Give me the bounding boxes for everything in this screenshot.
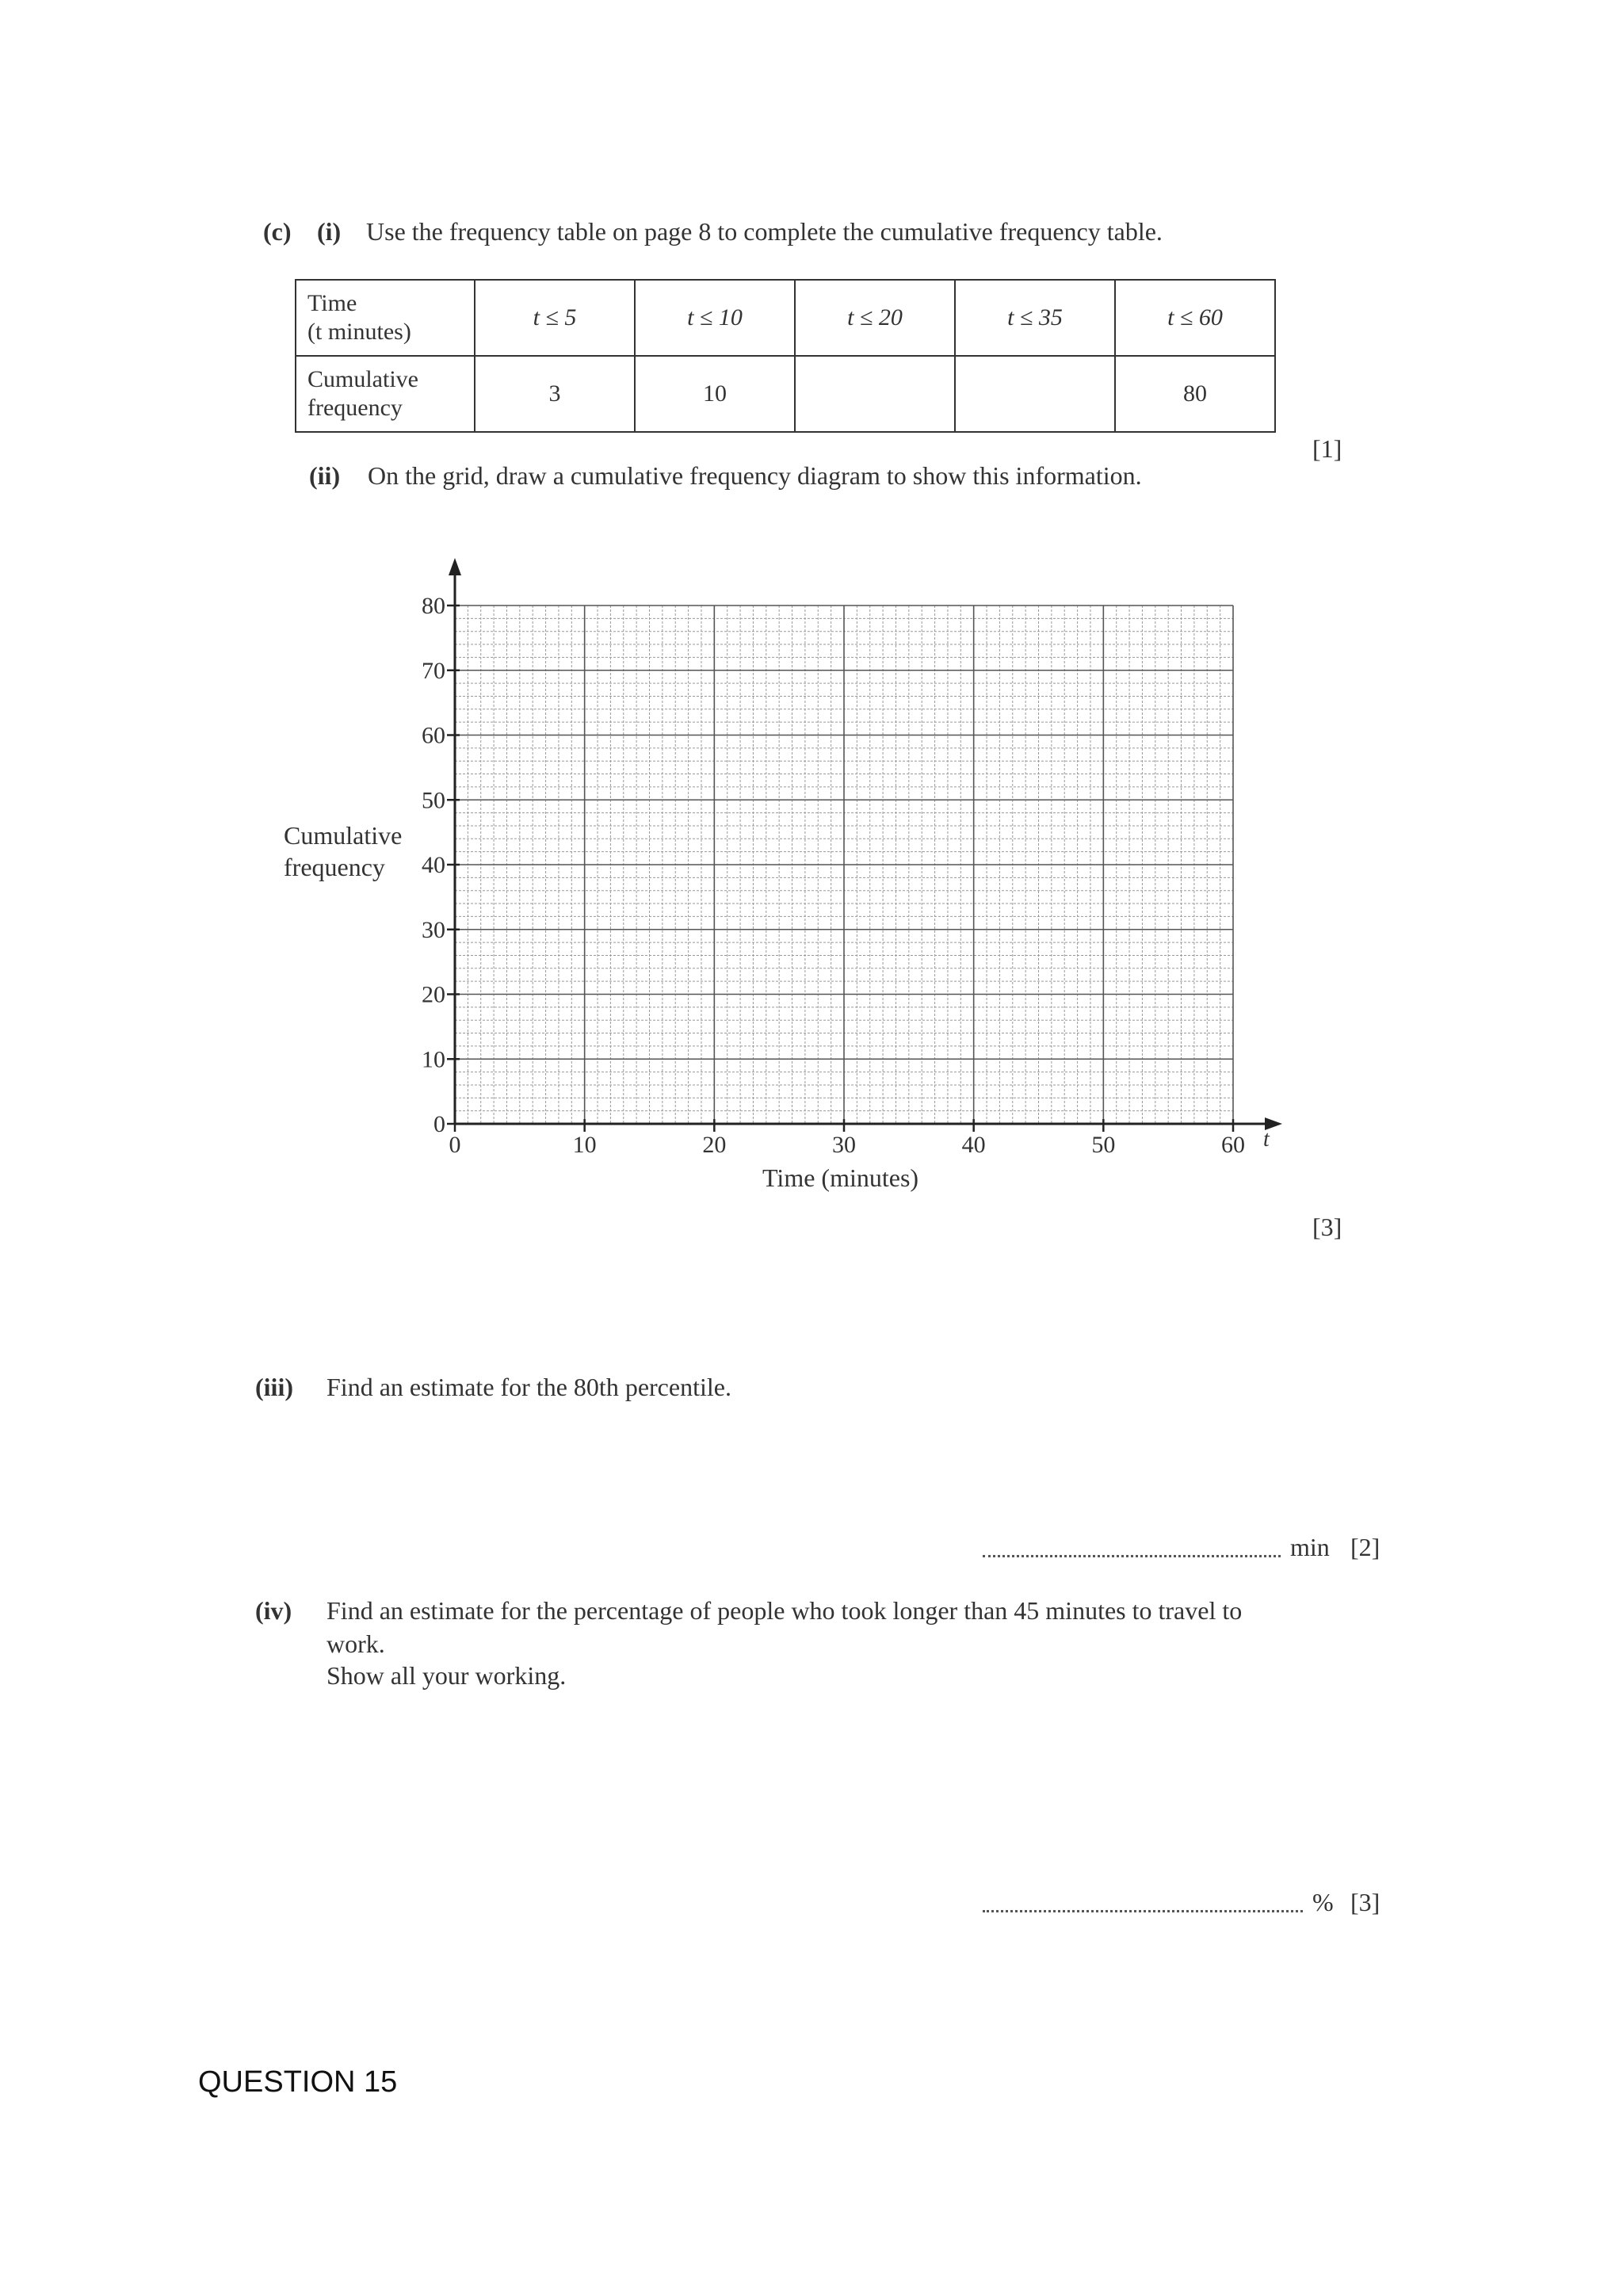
part-i-text: Use the frequency table on page 8 to complete the cumulative frequency table. [366, 217, 1163, 246]
cf-header-line1: Cumulative [307, 366, 418, 392]
part-iv-marks: [3] [1350, 1888, 1381, 1916]
time-cell: t ≤ 60 [1115, 280, 1275, 356]
y-tick-label: 60 [422, 722, 445, 749]
part-iv-unit: % [1312, 1888, 1334, 1916]
part-c-label: (c) [263, 217, 292, 246]
x-tick-label: 0 [449, 1132, 461, 1158]
y-tick-label: 20 [422, 981, 445, 1008]
part-iv-line2: work. [327, 1629, 385, 1658]
part-iii-label: (iii) [255, 1373, 293, 1401]
y-tick-label: 30 [422, 916, 445, 943]
x-tick-label: 50 [1091, 1132, 1116, 1158]
cf-header-line2: frequency [307, 395, 403, 421]
time-header-line1: Time [307, 290, 357, 316]
part-ii-marks: [3] [1312, 1213, 1342, 1241]
y-tick-label: 10 [422, 1046, 445, 1073]
x-tick-label: 10 [572, 1132, 597, 1158]
x-axis-symbol: t [1263, 1127, 1270, 1152]
part-iv-line3: Show all your working. [327, 1661, 567, 1690]
cf-cell: 10 [635, 356, 795, 432]
part-i-label: (i) [317, 217, 342, 246]
x-axis-label: Time (minutes) [762, 1163, 919, 1192]
y-axis-label-line2: frequency [284, 853, 385, 881]
x-tick-label: 30 [832, 1132, 856, 1158]
x-tick-label: 40 [961, 1132, 986, 1158]
y-tick-label: 0 [433, 1111, 445, 1137]
part-iii-unit: min [1290, 1533, 1330, 1561]
y-tick-label: 70 [422, 657, 445, 684]
x-tick-label: 20 [702, 1132, 727, 1158]
part-ii-label: (ii) [309, 461, 341, 490]
y-axis-label-line1: Cumulative [284, 821, 403, 850]
y-axis-label [284, 819, 402, 883]
y-tick-label: 40 [422, 852, 445, 878]
part-iv-label: (iv) [255, 1596, 292, 1625]
time-cell: t ≤ 10 [635, 280, 795, 356]
x-tick-label: 60 [1221, 1132, 1245, 1158]
part-iii-marks: [2] [1350, 1533, 1381, 1561]
answer-line-percentile[interactable] [983, 1555, 1281, 1557]
time-cell: t ≤ 20 [795, 280, 955, 356]
time-cell: t ≤ 35 [955, 280, 1115, 356]
cf-cell: 3 [475, 356, 635, 432]
y-axis-arrow [449, 558, 461, 575]
answer-line-percentage[interactable] [983, 1910, 1303, 1912]
y-tick-label: 50 [422, 787, 445, 814]
part-iii-text: Find an estimate for the 80th percentile. [327, 1373, 731, 1401]
time-header-line2: (t minutes) [307, 319, 411, 345]
part-ii-text: On the grid, draw a cumulative frequency diagram to show this information. [368, 461, 1142, 490]
question-number: QUESTION 15 [198, 2065, 398, 2099]
y-tick-label: 80 [422, 593, 445, 619]
time-cell: t ≤ 5 [475, 280, 635, 356]
part-iv-line1: Find an estimate for the percentage of people who took longer than 45 minutes to travel to [327, 1596, 1243, 1625]
part-i-marks: [1] [1312, 434, 1342, 463]
cf-cell: 80 [1115, 356, 1275, 432]
